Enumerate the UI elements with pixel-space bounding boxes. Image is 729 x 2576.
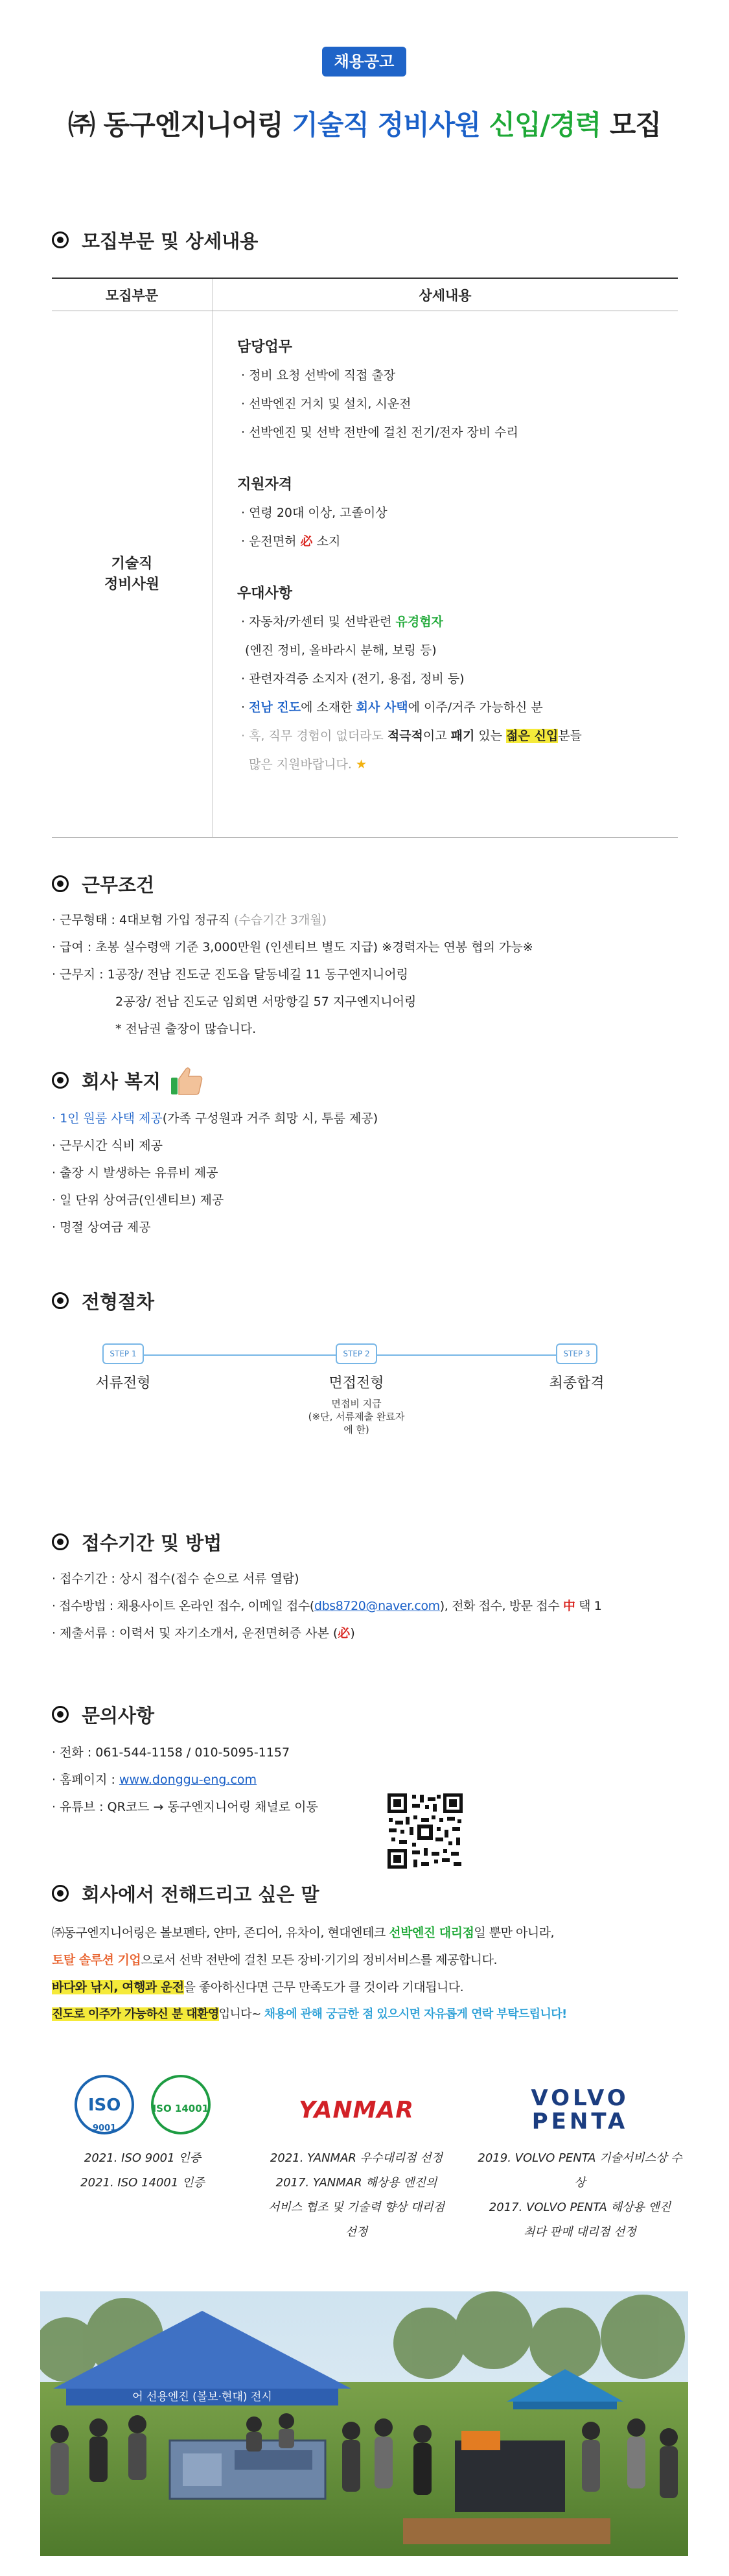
welfare-item: · 일 단위 상여금(인센티브) 제공 (52, 1193, 224, 1207)
yanmar-logo: YANMAR (298, 2097, 415, 2123)
step-name: 면접전형 (329, 1375, 384, 1391)
duty-item: · 선박엔진 및 선박 전반에 걸친 전기/전자 장비 수리 (241, 425, 518, 440)
apply-text: · 접수기간 : 상시 접수 (52, 1572, 171, 1586)
cert-caption: 2021. YANMAR 우수대리점 선정 (270, 2151, 443, 2165)
condition-type (52, 910, 327, 928)
apply-text: ) (350, 1626, 355, 1640)
table-header (52, 279, 678, 311)
step-tag: STEP 1 (102, 1343, 144, 1364)
required-mark: 必 (300, 534, 313, 549)
recruit-table (52, 278, 678, 838)
pref-highlight: 회사 사택 (356, 700, 408, 715)
welfare-text: (가족 구성원과 거주 희망 시, 투룸 제공) (162, 1111, 378, 1126)
cert-caption: 최다 판매 대리점 선정 (524, 2225, 636, 2239)
apply-text: ), 전화 접수, 방문 접수 (439, 1599, 563, 1613)
pref-text: 에 소재한 (301, 700, 356, 715)
contact-text: · 홈페이지 : (52, 1773, 119, 1787)
message-line-4 (52, 2005, 567, 2022)
thumbs-up-icon (170, 1065, 203, 1096)
volvo-penta-logo (473, 2075, 687, 2146)
pref-text: 이고 (422, 729, 451, 743)
cert-caption: 2017. YANMAR 해상용 엔진의 (275, 2176, 437, 2190)
certifications (45, 2075, 687, 2269)
iso-9001-logo (75, 2075, 134, 2134)
section-bullet-icon (52, 1072, 69, 1089)
section-bullet-icon (52, 231, 69, 248)
step-tag: STEP 3 (556, 1343, 597, 1364)
section-apply-heading (52, 1530, 222, 1554)
message-text: 으로서 선박 전반에 걸친 모든 장비·기기의 정비서비스를 제공합니다. (141, 1953, 497, 1967)
iso-logo-text: ISO 14001 (152, 2103, 209, 2114)
qualification-title: 지원자격 (237, 477, 293, 493)
logo-text: VOLVO (531, 2085, 629, 2111)
pref-highlight: 유경험자 (395, 615, 443, 629)
star-icon: ★ (355, 757, 367, 772)
condition-text: · 근무형태 : 4대보험 가입 정규직 (52, 913, 235, 927)
role-line-1: 기술직 (111, 555, 153, 572)
recruit-badge: 채용공고 (322, 47, 406, 77)
welfare-item: · 출장 시 발생하는 유류비 제공 (52, 1166, 218, 1180)
section-message-label: 회사에서 전해드리고 싶은 말 (82, 1883, 319, 1906)
apply-text: · 제출서류 : 이력서 및 자기소개서, 운전면허증 사본 ( (52, 1626, 338, 1640)
step-tag: STEP 2 (336, 1343, 377, 1364)
qualification-item (241, 532, 340, 549)
logo-text: PENTA (531, 2109, 629, 2134)
preference-item (241, 726, 582, 744)
contact-homepage (52, 1770, 257, 1788)
qual-text: · 운전면허 (241, 534, 301, 549)
section-contact-heading (52, 1703, 154, 1726)
title-suffix: 모집 (601, 109, 661, 141)
duty-item: · 선박엔진 거치 및 설치, 시운전 (241, 397, 411, 411)
welfare-item: · 근무시간 식비 제공 (52, 1139, 163, 1153)
step-name: 서류전형 (95, 1375, 151, 1391)
section-contact-label: 문의사항 (82, 1704, 155, 1727)
pref-highlight: 패기 (450, 729, 475, 743)
role-cell (52, 311, 213, 837)
table-header-details: 상세내용 (419, 287, 472, 303)
section-welfare-label: 회사 복지 (82, 1070, 161, 1093)
contact-youtube: · 유튜브 : QR코드 → 동구엔지니어링 채널로 이동 (52, 1800, 318, 1814)
condition-note: * 전남권 출장이 많습니다. (115, 1022, 257, 1036)
message-line-2 (52, 1950, 497, 1968)
message-text: ㈜동구엔지니어링은 볼보펜타, 얀마, 존디어, 유차이, 현대엔테크 (52, 1926, 389, 1940)
cert-caption: 서비스 협조 및 기술력 향상 대리점 (268, 2201, 445, 2214)
section-bullet-icon (52, 1292, 69, 1309)
apply-text: 택 1 (575, 1599, 602, 1613)
pref-text: 에 이주/거주 가능하신 분 (408, 700, 543, 715)
preference-item (249, 755, 367, 772)
step-note: 면접비 지급 (331, 1398, 382, 1410)
process-step-1 (84, 1343, 162, 1392)
section-conditions-heading (52, 872, 154, 895)
section-bullet-icon (52, 1706, 69, 1723)
process-step-2 (305, 1343, 408, 1436)
preference-item: · 관련자격증 소지자 (전기, 용접, 정비 등) (241, 672, 465, 686)
section-bullet-icon (52, 1885, 69, 1902)
title-position: 기술직 정비사원 (292, 109, 489, 141)
cert-caption: 선정 (345, 2225, 368, 2239)
message-line-1 (52, 1923, 554, 1941)
message-highlight: 진도로 이주가 가능하신 분 대환영 (52, 2007, 219, 2021)
section-apply-label: 접수기간 및 방법 (82, 1531, 222, 1554)
page-title (0, 104, 729, 143)
table-header-division: 모집부문 (52, 279, 213, 311)
section-welfare-heading (52, 1069, 203, 1092)
duty-item: · 정비 요청 선박에 직접 출장 (241, 368, 396, 383)
exhibition-photo (40, 2291, 688, 2556)
section-process-heading (52, 1289, 154, 1312)
preference-title: 우대사항 (237, 585, 293, 602)
message-line-3 (52, 1978, 463, 1995)
message-highlight: 선박엔진 대리점 (389, 1926, 474, 1940)
apply-note: (접수 순으로 서류 열람) (170, 1572, 299, 1586)
apply-docs (52, 1624, 355, 1641)
message-text: 을 좋아하신다면 근무 만족도가 클 것이라 기대됩니다. (183, 1980, 464, 1994)
qr-code-icon[interactable] (386, 1792, 464, 1870)
choice-mark: 中 (562, 1599, 575, 1613)
yanmar-awards (246, 2075, 467, 2245)
details-cell (213, 311, 678, 837)
table-row (52, 311, 678, 838)
pref-highlight: 젊은 신입 (506, 729, 559, 743)
volvo-penta-awards (473, 2075, 687, 2245)
welfare-highlight: · 1인 원룸 사택 제공 (52, 1111, 163, 1126)
contact-phone: · 전화 : 061-544-1158 / 010-5095-1157 (52, 1745, 290, 1760)
pref-highlight: 전남 진도 (249, 700, 301, 715)
section-bullet-icon (52, 1533, 69, 1550)
title-career: 신입/경력 (489, 109, 601, 141)
pref-text: 있는 (474, 729, 507, 743)
role-line-2: 정비사원 (104, 576, 159, 593)
apply-text: · 접수방법 : 채용사이트 온라인 접수, 이메일 접수( (52, 1599, 314, 1613)
preference-item (241, 698, 543, 715)
qualification-item: · 연령 20대 이상, 고졸이상 (241, 506, 388, 520)
condition-place-2: 2공장/ 전남 진도군 임회면 서망항길 57 지구엔지니어링 (115, 995, 417, 1009)
section-message-heading (52, 1882, 319, 1905)
tent-banner-text: 어 선용엔진 (볼보·현대) 전시 (132, 2391, 272, 2404)
cert-caption: 2021. ISO 9001 인증 (84, 2151, 202, 2165)
step-note: (※단, 서류제출 완료자에 한) (308, 1411, 405, 1436)
pref-highlight: 적극적 (387, 729, 423, 743)
condition-salary: · 급여 : 초봉 실수령액 기준 3,000만원 (인센티브 별도 지급) ※경력자는 연봉 협의 가능※ (52, 940, 533, 954)
step-name: 최종합격 (549, 1375, 605, 1391)
iso-14001-logo (151, 2075, 211, 2134)
cert-caption: 2017. VOLVO PENTA 해상용 엔진 (489, 2201, 671, 2214)
section-bullet-icon (52, 875, 69, 892)
welfare-item (52, 1109, 378, 1126)
homepage-link[interactable]: www.donggu-eng.com (119, 1773, 257, 1787)
title-prefix: ㈜ 동구엔지니어링 (68, 109, 292, 141)
pref-text: · 혹, 직무 경험이 없더라도 (241, 729, 388, 743)
section-recruit-heading (52, 228, 258, 252)
apply-method (52, 1596, 601, 1614)
iso-logo-number: 9001 (93, 2123, 117, 2133)
message-text: 일 뿐만 아니라, (474, 1926, 555, 1940)
message-text: 입니다~ (218, 2007, 264, 2021)
email-link[interactable]: dbs8720@naver.com (314, 1599, 440, 1613)
condition-place-1: · 근무지 : 1공장/ 전남 진도군 진도읍 달동네길 11 동구엔지니어링 (52, 967, 408, 982)
cert-caption: 2021. ISO 14001 인증 (80, 2176, 205, 2190)
pref-text: 많은 지원바랍니다. (249, 757, 356, 772)
iso-certifications (45, 2075, 240, 2195)
pref-text: 분들 (558, 729, 582, 743)
process-step-3 (538, 1343, 616, 1392)
preference-item (241, 612, 443, 630)
duties-title: 담당업무 (237, 339, 293, 355)
condition-note: (수습기간 3개월) (234, 913, 327, 927)
message-highlight: 바다와 낚시, 여행과 운전 (52, 1980, 184, 1994)
section-conditions-label: 근무조건 (82, 873, 155, 896)
iso-logo-text: ISO (87, 2096, 121, 2115)
message-highlight: 채용에 관해 궁금한 점 있으시면 자유롭게 연락 부탁드립니다! (264, 2007, 567, 2021)
required-mark: 必 (338, 1626, 351, 1640)
pref-text: · 자동차/카센터 및 선박관련 (241, 615, 396, 629)
pref-text: · (241, 700, 249, 715)
process-steps (84, 1343, 622, 1434)
welfare-item: · 명절 상여금 제공 (52, 1220, 151, 1235)
apply-period (52, 1569, 299, 1587)
preference-item: (엔진 정비, 올바라시 분해, 보링 등) (245, 643, 437, 657)
section-process-label: 전형절차 (82, 1290, 155, 1313)
cert-caption: 2019. VOLVO PENTA 기술서비스상 수상 (478, 2151, 682, 2190)
message-highlight: 토탈 솔루션 기업 (52, 1953, 141, 1967)
section-recruit-label: 모집부문 및 상세내용 (82, 230, 259, 252)
qual-text: 소지 (312, 534, 341, 549)
